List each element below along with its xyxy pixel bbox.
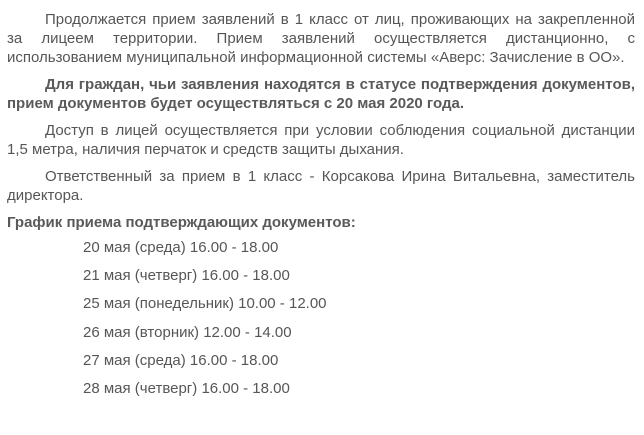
schedule-item: 27 мая (среда) 16.00 - 18.00 <box>83 351 279 369</box>
admission-info-paragraph: Продолжается прием заявлений в 1 класс от лиц, проживающих на закрепленной за лицеем территории. Прием заявлений осуществляется дистанционно, с использованием муниципальной информационной системы «Аверс: Зачисление в ОО». <box>7 11 635 66</box>
schedule-item: 20 мая (среда) 16.00 - 18.00 <box>83 239 279 256</box>
schedule-list <box>7 238 635 407</box>
schedule-item: 25 мая (понедельник) 10.00 - 12.00 <box>83 295 327 313</box>
schedule-heading: График приема подтверждающих документов: <box>7 214 356 231</box>
document-acceptance-paragraph: Для граждан, чьи заявления находятся в статусе подтверждения документов, прием документов будет осуществляться с 20 мая 2020 года. <box>7 76 635 112</box>
access-conditions-paragraph: Доступ в лицей осуществляется при условии соблюдения социальной дистанции 1,5 метра, наличия перчаток и средств защиты дыхания. <box>7 122 635 158</box>
schedule-item: 26 мая (вторник) 12.00 - 14.00 <box>83 323 292 341</box>
responsible-person-paragraph: Ответственный за прием в 1 класс - Корсакова Ирина Витальевна, заместитель директора. <box>7 168 635 204</box>
schedule-item: 28 мая (четверг) 16.00 - 18.00 <box>83 379 290 397</box>
schedule-item: 21 мая (четверг) 16.00 - 18.00 <box>83 267 290 285</box>
